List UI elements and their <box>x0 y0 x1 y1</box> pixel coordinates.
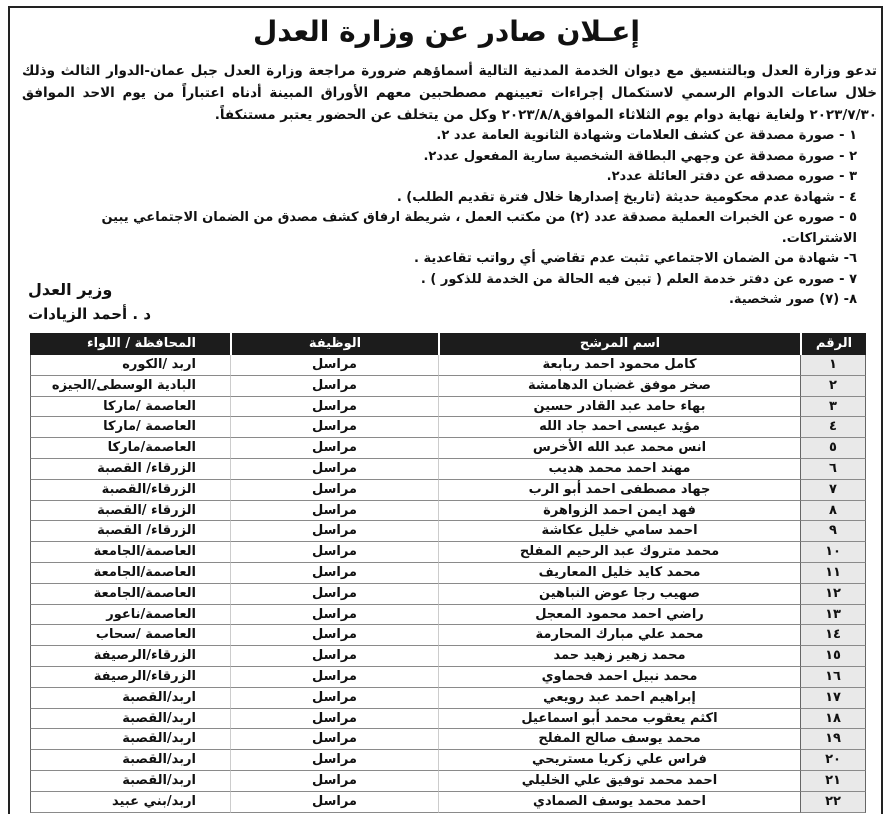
job-title: مراسل <box>230 521 438 542</box>
candidate-name: محمد زهير زهيد حمد <box>438 646 800 667</box>
table-row <box>30 709 866 730</box>
requirement-item: ٧ - صوره عن دفتر خدمة العلم ( تبين فيه الحالة من الخدمة للذكور ) . <box>420 271 857 287</box>
row-number: ١٦ <box>800 667 866 688</box>
governorate-district: اربد/القصبة <box>30 771 230 792</box>
governorate-district: اربد /الكوره <box>30 355 230 376</box>
job-title: مراسل <box>230 459 438 480</box>
governorate-district: الزرقاء/الرصيفة <box>30 667 230 688</box>
job-title: مراسل <box>230 501 438 522</box>
signatory-name: د . أحمد الزيادات <box>28 305 152 323</box>
requirement-item: ٨- (٧) صور شخصية. <box>728 292 857 307</box>
row-number: ١٣ <box>800 605 866 626</box>
candidate-name: جهاد مصطفى احمد أبو الرب <box>438 480 800 501</box>
signatory-position: وزير العدل <box>28 280 113 299</box>
governorate-district: الزرقاء /القصبة <box>30 501 230 522</box>
governorate-district: العاصمة/الجامعة <box>30 563 230 584</box>
notice-paragraph: تدعو وزارة العدل وبالتنسيق مع ديوان الخدمة المدنية التالية أسماؤهم ضرورة مراجعة وزارة العدل جبل عمان-الدوار الثالث وذلك خلال ساعات الدوام الرسمي لاستكمال إجراءات تعيينهم مصطحبين معهم الأوراق المبينة أدناه اعتباراً من يوم الاحد الموافق ٢٠٢٣/٧/٣٠ ولغاية نهاية دوام يوم الثلاثاء الموافق٢٠٢٣/٨/٨ وكل من يتخلف عن الحضور يعتبر مستنكفاً. <box>22 63 877 123</box>
table-row <box>30 688 866 709</box>
requirement-item: ١ - صورة مصدقة عن كشف العلامات وشهادة الثانوية العامة عدد ٢. <box>436 128 857 143</box>
candidate-name: صخر موفق غضبان الدهامشة <box>438 376 800 397</box>
row-number: ٥ <box>800 438 866 459</box>
governorate-district: العاصمة/ماركا <box>30 438 230 459</box>
job-title: مراسل <box>230 480 438 501</box>
governorate-district: العاصمة /ماركا <box>30 397 230 418</box>
candidate-name: راضي احمد محمود المعجل <box>438 605 800 626</box>
governorate-district: الزرقاء/ القصبة <box>30 459 230 480</box>
job-title: مراسل <box>230 792 438 813</box>
candidate-name: محمد كايد خليل المعاريف <box>438 563 800 584</box>
governorate-district: اربد/القصبة <box>30 709 230 730</box>
candidate-name: فهد ايمن احمد الزواهرة <box>438 501 800 522</box>
header-number: الرقم <box>800 333 866 355</box>
header-governorate-district: المحافظة / اللواء <box>30 333 230 355</box>
governorate-district: اربد/القصبة <box>30 688 230 709</box>
candidate-name: صهيب رجا عوض النباهين <box>438 584 800 605</box>
job-title: مراسل <box>230 417 438 438</box>
row-number: ٢٠ <box>800 750 866 771</box>
governorate-district: اربد/القصبة <box>30 729 230 750</box>
governorate-district: اربد/بني عبيد <box>30 792 230 813</box>
table-row <box>30 480 866 501</box>
job-title: مراسل <box>230 542 438 563</box>
table-row <box>30 771 866 792</box>
row-number: ١٩ <box>800 729 866 750</box>
job-title: مراسل <box>230 688 438 709</box>
row-number: ١٥ <box>800 646 866 667</box>
candidate-name: احمد محمد يوسف الصمادي <box>438 792 800 813</box>
job-title: مراسل <box>230 376 438 397</box>
job-title: مراسل <box>230 646 438 667</box>
candidate-name: محمد يوسف صالح المفلح <box>438 729 800 750</box>
table-row <box>30 792 866 813</box>
signature-block <box>28 278 248 326</box>
job-title: مراسل <box>230 355 438 376</box>
table-row <box>30 542 866 563</box>
row-number: ٨ <box>800 501 866 522</box>
row-number: ١٤ <box>800 625 866 646</box>
row-number: ٢ <box>800 376 866 397</box>
row-number: ١٢ <box>800 584 866 605</box>
candidate-name: احمد سامي خليل عكاشة <box>438 521 800 542</box>
table-header-row <box>30 333 866 355</box>
governorate-district: العاصمة/الجامعة <box>30 542 230 563</box>
row-number: ٢١ <box>800 771 866 792</box>
row-number: ٩ <box>800 521 866 542</box>
candidate-name: احمد محمد توفيق علي الخليلي <box>438 771 800 792</box>
table-row <box>30 397 866 418</box>
row-number: ٦ <box>800 459 866 480</box>
row-number: ١ <box>800 355 866 376</box>
table-row <box>30 501 866 522</box>
job-title: مراسل <box>230 750 438 771</box>
header-job-title: الوظيفة <box>230 333 438 355</box>
table-row <box>30 667 866 688</box>
table-row <box>30 438 866 459</box>
governorate-district: الزرقاء/ القصبة <box>30 521 230 542</box>
governorate-district: العاصمة/ناعور <box>30 605 230 626</box>
governorate-district: الزرقاء/القصبة <box>30 480 230 501</box>
governorate-district: البادية الوسطى/الجيزه <box>30 376 230 397</box>
candidates-table <box>30 333 866 813</box>
requirement-item: ٣ - صوره مصدقه عن دفتر العائلة عدد٢. <box>606 169 857 184</box>
candidate-name: بهاء حامد عبد القادر حسين <box>438 397 800 418</box>
table-row <box>30 729 866 750</box>
row-number: ٧ <box>800 480 866 501</box>
candidate-name: محمد نبيل احمد فحماوي <box>438 667 800 688</box>
row-number: ٣ <box>800 397 866 418</box>
table-row <box>30 521 866 542</box>
job-title: مراسل <box>230 625 438 646</box>
job-title: مراسل <box>230 397 438 418</box>
job-title: مراسل <box>230 667 438 688</box>
table-row <box>30 584 866 605</box>
requirement-item: ٤ - شهادة عدم محكومية حديثة (تاريخ إصدارها خلال فترة تقديم الطلب) . <box>396 189 857 205</box>
governorate-district: العاصمة/الجامعة <box>30 584 230 605</box>
table-row <box>30 355 866 376</box>
requirement-item: ٦- شهادة من الضمان الاجتماعي تثبت عدم تقاضي أي رواتب تقاعدية . <box>414 251 857 266</box>
table-row <box>30 750 866 771</box>
governorate-district: العاصمة /ماركا <box>30 417 230 438</box>
requirement-item: ٥ - صوره عن الخبرات العملية مصدقة عدد (٢) من مكتب العمل ، شريطة ارفاق كشف مصدق من الضمان الاجتماعي يبين الاشتراكات. <box>101 210 857 246</box>
candidate-name: انس محمد عبد الله الأخرس <box>438 438 800 459</box>
job-title: مراسل <box>230 605 438 626</box>
job-title: مراسل <box>230 771 438 792</box>
candidate-name: كامل محمود احمد ربابعة <box>438 355 800 376</box>
row-number: ١١ <box>800 563 866 584</box>
candidate-name: مؤيد عيسى احمد جاد الله <box>438 417 800 438</box>
table-row <box>30 417 866 438</box>
row-number: ١٠ <box>800 542 866 563</box>
candidate-name: محمد متروك عبد الرحيم المفلح <box>438 542 800 563</box>
governorate-district: العاصمة /سحاب <box>30 625 230 646</box>
job-title: مراسل <box>230 729 438 750</box>
table-row <box>30 646 866 667</box>
table-body <box>30 355 866 813</box>
row-number: ١٧ <box>800 688 866 709</box>
notice-body <box>22 60 877 311</box>
row-number: ١٨ <box>800 709 866 730</box>
table-row <box>30 625 866 646</box>
candidate-name: اكثم يعقوب محمد أبو اسماعيل <box>438 709 800 730</box>
candidate-name: فراس علي زكريا مستريحي <box>438 750 800 771</box>
row-number: ٢٢ <box>800 792 866 813</box>
job-title: مراسل <box>230 709 438 730</box>
table-row <box>30 459 866 480</box>
job-title: مراسل <box>230 584 438 605</box>
row-number: ٤ <box>800 417 866 438</box>
requirement-item: ٢ - صورة مصدقة عن وجهي البطاقة الشخصية سارية المفعول عدد٢. <box>423 148 857 164</box>
governorate-district: الزرقاء/الرصيفة <box>30 646 230 667</box>
candidate-name: مهند احمد محمد هديب <box>438 459 800 480</box>
candidate-name: إبراهيم احمد عبد رويعي <box>438 688 800 709</box>
candidate-name: محمد علي مبارك المحارمة <box>438 625 800 646</box>
table-row <box>30 605 866 626</box>
governorate-district: اربد/القصبة <box>30 750 230 771</box>
header-candidate-name: اسم المرشح <box>438 333 800 355</box>
job-title: مراسل <box>230 563 438 584</box>
table-row <box>30 563 866 584</box>
notice-title: إعـلان صادر عن وزارة العدل <box>253 15 640 48</box>
table-row <box>30 376 866 397</box>
job-title: مراسل <box>230 438 438 459</box>
